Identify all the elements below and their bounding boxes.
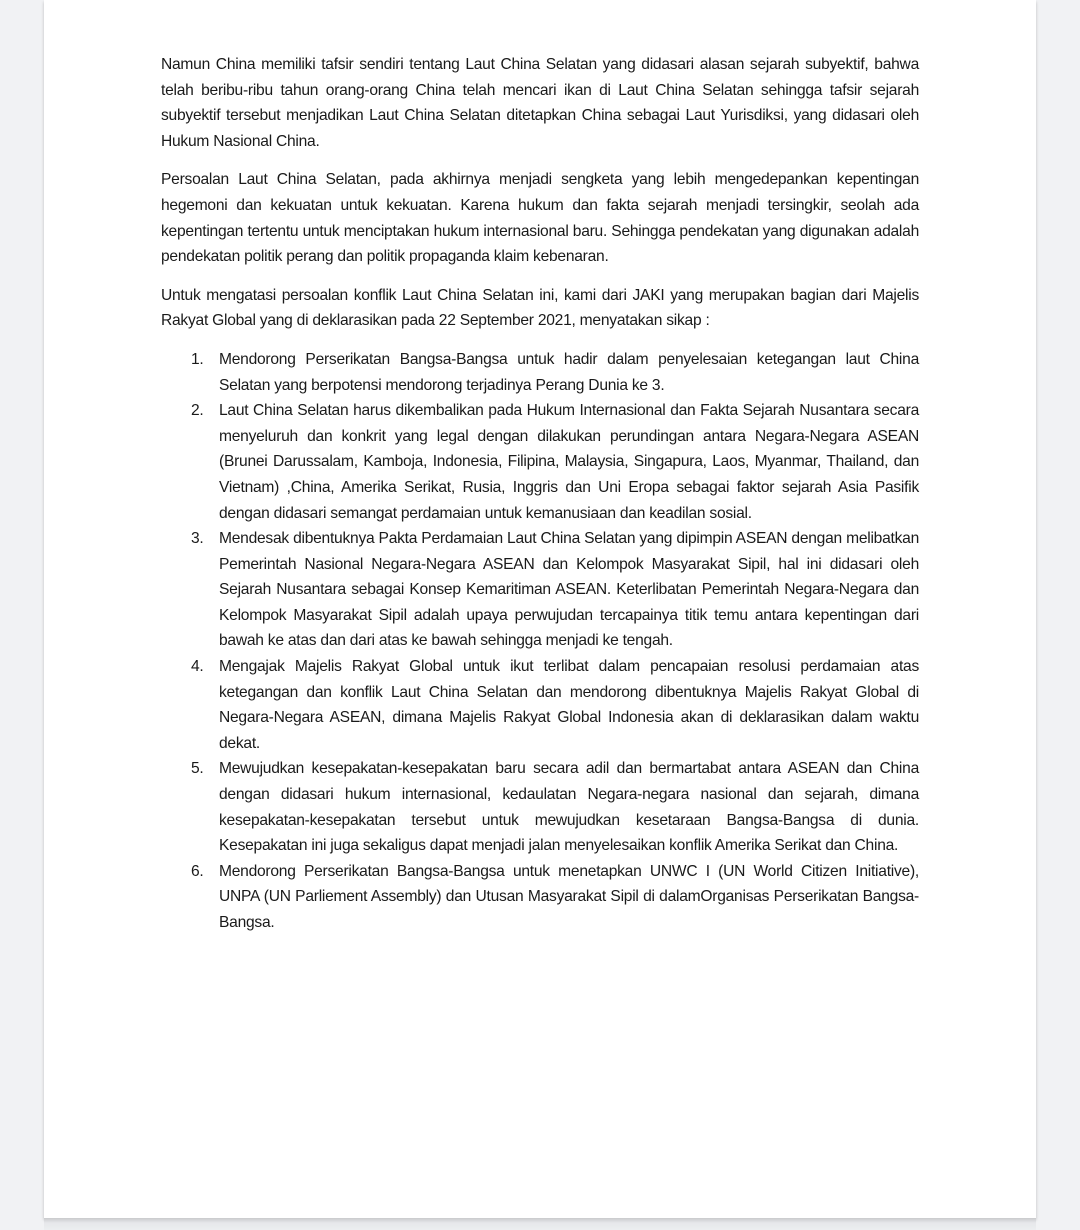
document-page xyxy=(44,0,1036,1218)
page-content xyxy=(161,52,919,936)
list-item xyxy=(161,347,919,398)
list-item-number: 1. xyxy=(191,350,204,368)
stance-list xyxy=(161,347,919,936)
list-item-text: Mendesak dibentuknya Pakta Perdamaian Laut China Selatan yang dipimpin ASEAN dengan melibatkan Pemerintah Nasional Negara-Negara ASEAN dan Kelompok Masyarakat Sipil, hal ini didasari oleh Sejarah Nusantara sebagai Konsep Kemaritiman ASEAN. Keterlibatan Pemerintah Negara-Negara dan Kelompok Masyarakat Sipil adalah upaya perwujudan tercapainya titik temu antara kepentingan dari bawah ke atas dan dari atas ke bawah sehingga menjadi ke tengah. xyxy=(219,530,919,650)
list-item xyxy=(161,756,919,858)
list-item xyxy=(161,526,919,654)
list-item-number: 4. xyxy=(191,658,204,676)
list-item-text: Mendorong Perserikatan Bangsa-Bangsa untuk hadir dalam penyelesaian ketegangan laut China Selatan yang berpotensi mendorong terjadinya Perang Dunia ke 3. xyxy=(219,350,919,394)
list-item xyxy=(161,654,919,756)
list-item-number: 6. xyxy=(191,862,204,880)
list-item-text: Laut China Selatan harus dikembalikan pada Hukum Internasional dan Fakta Sejarah Nusantara secara menyeluruh dan konkrit yang legal dengan dilakukan perundingan antara Negara-Negara ASEAN (Brunei Darussalam, Kamboja, Indonesia, Filipina, Malaysia, Singapura, Laos, Myanmar, Thailand, dan Vietnam) ,China, Amerika Serikat, Rusia, Inggris dan Uni Eropa sebagai faktor sejarah Asia Pasifik dengan didasari semangat perdamaian untuk kemanusiaan dan keadilan sosial. xyxy=(219,402,919,522)
list-item-text: Mewujudkan kesepakatan-kesepakatan baru secara adil dan bermartabat antara ASEAN dan China dengan didasari hukum internasional, kedaulatan Negara-negara nasional dan sejarah, dimana kesepakatan-kesepakatan tersebut untuk mewujudkan kesetaraan Bangsa-Bangsa di dunia. Kesepakatan ini juga sekaligus dapat menjadi jalan menyelesaikan konflik Amerika Serikat dan China. xyxy=(219,760,919,855)
list-item-number: 3. xyxy=(191,530,204,548)
page-bottom-shadow xyxy=(44,1218,1036,1230)
list-item xyxy=(161,398,919,526)
paragraph-dispute: Persoalan Laut China Selatan, pada akhirnya menjadi sengketa yang lebih mengedepankan kepentingan hegemoni dan kekuatan untuk kekuatan. Karena hukum dan fakta sejarah menjadi tersingkir, seolah ada kepentingan tertentu untuk menciptakan hukum internasional baru. Sehingga pendekatan yang digunakan adalah pendekatan politik perang dan politik propaganda klaim kebenaran. xyxy=(161,171,919,266)
list-item xyxy=(161,859,919,936)
list-item-text: Mengajak Majelis Rakyat Global untuk ikut terlibat dalam pencapaian resolusi perdamaian atas ketegangan dan konflik Laut China Selatan dan mendorong dibentuknya Majelis Rakyat Global di Negara-Negara ASEAN, dimana Majelis Rakyat Global Indonesia akan di deklarasikan dalam waktu dekat. xyxy=(219,658,919,752)
list-item-number: 5. xyxy=(191,760,204,778)
paragraph-statement-intro: Untuk mengatasi persoalan konflik Laut China Selatan ini, kami dari JAKI yang merupakan bagian dari Majelis Rakyat Global yang di deklarasikan pada 22 September 2021, menyatakan sikap : xyxy=(161,286,919,330)
list-item-number: 2. xyxy=(191,402,204,420)
paragraph-china-interpretation: Namun China memiliki tafsir sendiri tentang Laut China Selatan yang didasari alasan sejarah subyektif, bahwa telah beribu-ribu tahun orang-orang China telah mencari ikan di Laut China Selatan sehingga tafsir sejarah subyektif tersebut menjadikan Laut China Selatan ditetapkan China sebagai Laut Yurisdiksi, yang didasari oleh Hukum Nasional China. xyxy=(161,56,919,150)
list-item-text: Mendorong Perserikatan Bangsa-Bangsa untuk menetapkan UNWC I (UN World Citizen Initiative), UNPA (UN Parliement Assembly) dan Utusan Masyarakat Sipil di dalamOrganisas Perserikatan Bangsa-Bangsa. xyxy=(219,862,919,931)
